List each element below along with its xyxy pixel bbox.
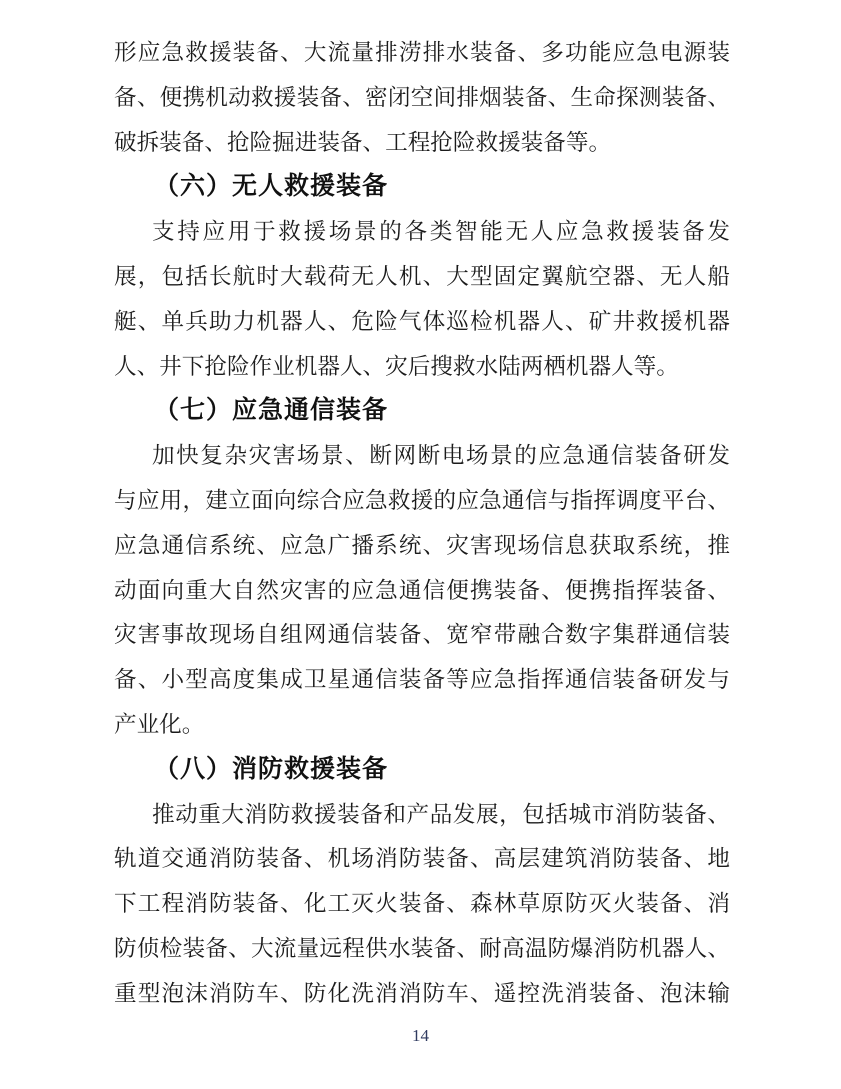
text-line: 推动重大消防救援装备和产品发展，包括城市消防装备、: [152, 801, 730, 827]
text-line: 轨道交通消防装备、机场消防装备、高层建筑消防装备、地: [114, 846, 730, 872]
text-line: 下工程消防装备、化工灭火装备、森林草原防灭火装备、消: [114, 891, 730, 917]
page-number: 14: [412, 1026, 429, 1045]
text-line: 艇、单兵助力机器人、危险气体巡检机器人、矿井救援机器: [114, 308, 730, 334]
text-line: 人、井下抢险作业机器人、灾后搜救水陆两栖机器人等。: [114, 353, 679, 379]
text-line: 应急通信系统、应急广播系统、灾害现场信息获取系统，推: [114, 532, 730, 558]
text-line: 防侦检装备、大流量远程供水装备、耐高温防爆消防机器人、: [114, 935, 730, 961]
text-line: 加快复杂灾害场景、断网断电场景的应急通信装备研发: [152, 443, 730, 469]
section-heading: （六）无人救援装备: [154, 173, 389, 201]
text-line: 备、便携机动救援装备、密闭空间排烟装备、生命探测装备、: [114, 84, 730, 110]
text-line: 备、小型高度集成卫星通信装备等应急指挥通信装备研发与: [114, 667, 730, 693]
text-line: 形应急救援装备、大流量排涝排水装备、多功能应急电源装: [114, 40, 730, 65]
text-line: 破拆装备、抢险掘进装备、工程抢险救援装备等。: [114, 129, 612, 155]
text-line: 与应用，建立面向综合应急救援的应急通信与指挥调度平台、: [114, 487, 730, 513]
text-line: 支持应用于救援场景的各类智能无人应急救援装备发: [152, 219, 730, 245]
text-line: 产业化。: [114, 711, 205, 737]
page-footer: [0, 1026, 841, 1046]
section-heading: （八）消防救援装备: [154, 755, 389, 783]
text-line: 动面向重大自然灾害的应急通信便携装备、便携指挥装备、: [114, 577, 730, 603]
text-line: 展，包括长航时大载荷无人机、大型固定翼航空器、无人船: [114, 263, 730, 289]
text-line: 重型泡沫消防车、防化洗消消防车、遥控洗消装备、泡沫输: [114, 980, 730, 1006]
document-body: [114, 31, 730, 1017]
section-heading: （七）应急通信装备: [154, 397, 389, 425]
text-line: 灾害事故现场自组网通信装备、宽窄带融合数字集群通信装: [114, 622, 730, 648]
